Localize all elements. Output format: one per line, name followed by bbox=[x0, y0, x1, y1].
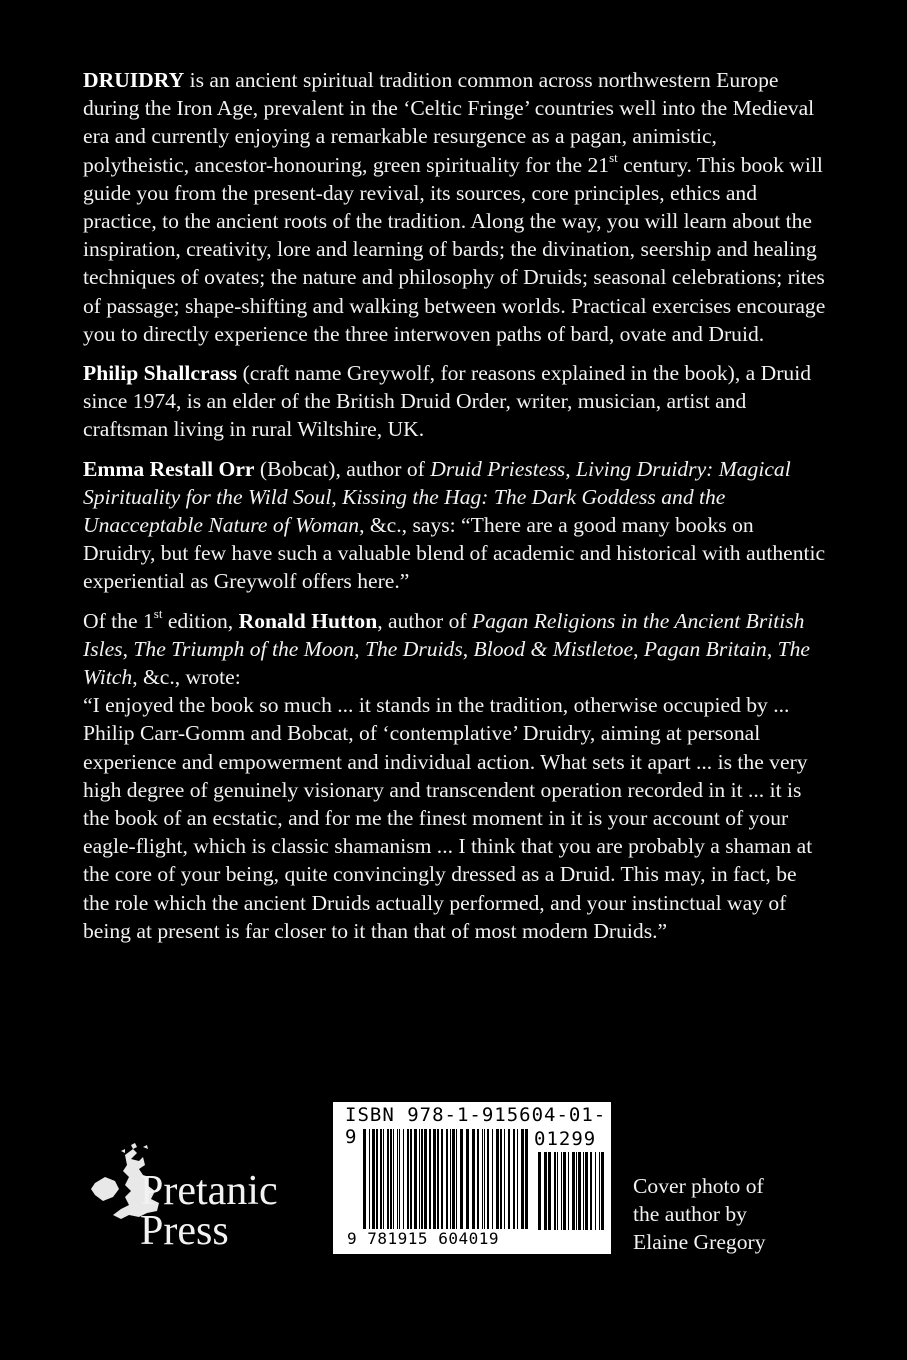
publisher-name bbox=[140, 1168, 278, 1254]
separator: , bbox=[766, 636, 778, 661]
back-cover-text bbox=[83, 66, 828, 956]
review-intro: Of the 1 bbox=[83, 608, 154, 633]
book-title: Living Druidry: Magical Spirituality for the Wild Soul bbox=[83, 456, 791, 509]
photo-credit bbox=[633, 1172, 833, 1256]
endorser-name: Emma Restall Orr bbox=[83, 456, 255, 481]
price-barcode-bars-icon bbox=[538, 1152, 604, 1230]
isbn-number: ISBN 978-1-915604-01-9 bbox=[345, 1104, 607, 1148]
book-title: Blood & Mistletoe bbox=[473, 636, 634, 661]
book-title: The Druids bbox=[364, 636, 463, 661]
endorsement-quote: , &c., says: “There are a good many books on Druidry, but few have such a valuable blend of academic and historical with authentic experiential as Greywolf offers here.” bbox=[83, 513, 826, 594]
reviewer-name: Ronald Hutton bbox=[238, 608, 378, 633]
author-name: Philip Shallcrass bbox=[83, 361, 238, 386]
price-code: 01299 bbox=[534, 1128, 597, 1150]
ean-digits: 9 781915 604019 bbox=[347, 1229, 499, 1248]
review-paragraph bbox=[83, 607, 828, 945]
separator: , bbox=[633, 636, 644, 661]
separator: , bbox=[462, 636, 474, 661]
book-title: Pagan Religions in the Ancient British Isles bbox=[83, 608, 805, 661]
author-bio-paragraph bbox=[83, 359, 828, 444]
blurb-text-continued: century. This book will guide you from the present-day revival, its sources, core principles, ethics and practice, to the ancient roots of the tradition. Along the way, you will learn about the inspiration, creativity, lore and learning of bards; the divination, seership and healing techniques of ovates; the nature and philosophy of Druids; seasonal celebrations; rites of passage; shape-shifting and walking between worlds. Practical exercises encourage you to directly experience the three interwoven paths of bard, ovate and Druid. bbox=[83, 152, 826, 346]
book-title: The Triumph of the Moon bbox=[133, 636, 355, 661]
publisher-logo bbox=[85, 1143, 325, 1258]
isbn-barcode bbox=[333, 1102, 611, 1254]
separator: , bbox=[122, 636, 134, 661]
book-title: Druid Priestess bbox=[430, 456, 566, 481]
separator: , bbox=[565, 456, 576, 481]
book-title: Pagan Britain bbox=[643, 636, 767, 661]
endorsement-paragraph bbox=[83, 455, 828, 596]
review-superscript: st bbox=[153, 606, 163, 622]
publisher-name-line-2: Press bbox=[140, 1208, 229, 1254]
review-text: , author of bbox=[377, 608, 472, 633]
author-bio-text: (craft name Greywolf, for reasons explained in the book), a Druid since 1974, is an elder of the British Druid Order, writer, musician, artist and craftsman living in rural Wiltshire, UK. bbox=[83, 361, 812, 442]
separator: , bbox=[331, 484, 343, 509]
book-title: Kissing the Hag: The Dark Goddess and the Unacceptable Nature of Woman bbox=[83, 484, 726, 538]
review-text: , &c., wrote: bbox=[132, 665, 241, 690]
blurb-superscript: st bbox=[609, 150, 618, 166]
book-title: The Witch bbox=[83, 636, 811, 690]
blurb-paragraph bbox=[83, 66, 828, 348]
publisher-name-line-1: Pretanic bbox=[140, 1168, 278, 1214]
blurb-lead: DRUIDRY bbox=[83, 68, 185, 92]
endorsement-text: (Bobcat), author of bbox=[254, 456, 431, 481]
separator: , bbox=[354, 636, 365, 661]
barcode-bars-icon bbox=[363, 1129, 528, 1229]
photo-credit-line-2: the author by bbox=[633, 1202, 747, 1226]
photo-credit-line-3: Elaine Gregory bbox=[633, 1230, 766, 1254]
blurb-text: is an ancient spiritual tradition common across northwestern Europe during the Iron Age, prevalent in the ‘Celtic Fringe’ countries well into the Medieval era and currently enjoying a remarkable resurgence as a pagan, animistic, polytheistic, ancestor-honouring, green spirituality for the 21 bbox=[83, 68, 815, 177]
review-text: edition, bbox=[162, 608, 239, 633]
review-quote: “I enjoyed the book so much ... it stands in the tradition, otherwise occupied by ... Philip Carr-Gomm and Bobcat, of ‘contemplative’ Druidry, aiming at personal experience and empowerment and individual action. What sets it apart ... is the very high degree of genuinely visionary and transcendent operation recorded in it ... it is the book of an ecstatic, and for me the finest moment in it is your account of your eagle-flight, which is classic shamanism ... I think that you are probably a shaman at the core of your being, quite convincingly dressed as a Druid. This may, in fact, be the role which the ancient Druids actually performed, and your instinctual way of being at present is far closer to it than that of most modern Druids.” bbox=[83, 693, 813, 943]
photo-credit-line-1: Cover photo of bbox=[633, 1174, 764, 1198]
